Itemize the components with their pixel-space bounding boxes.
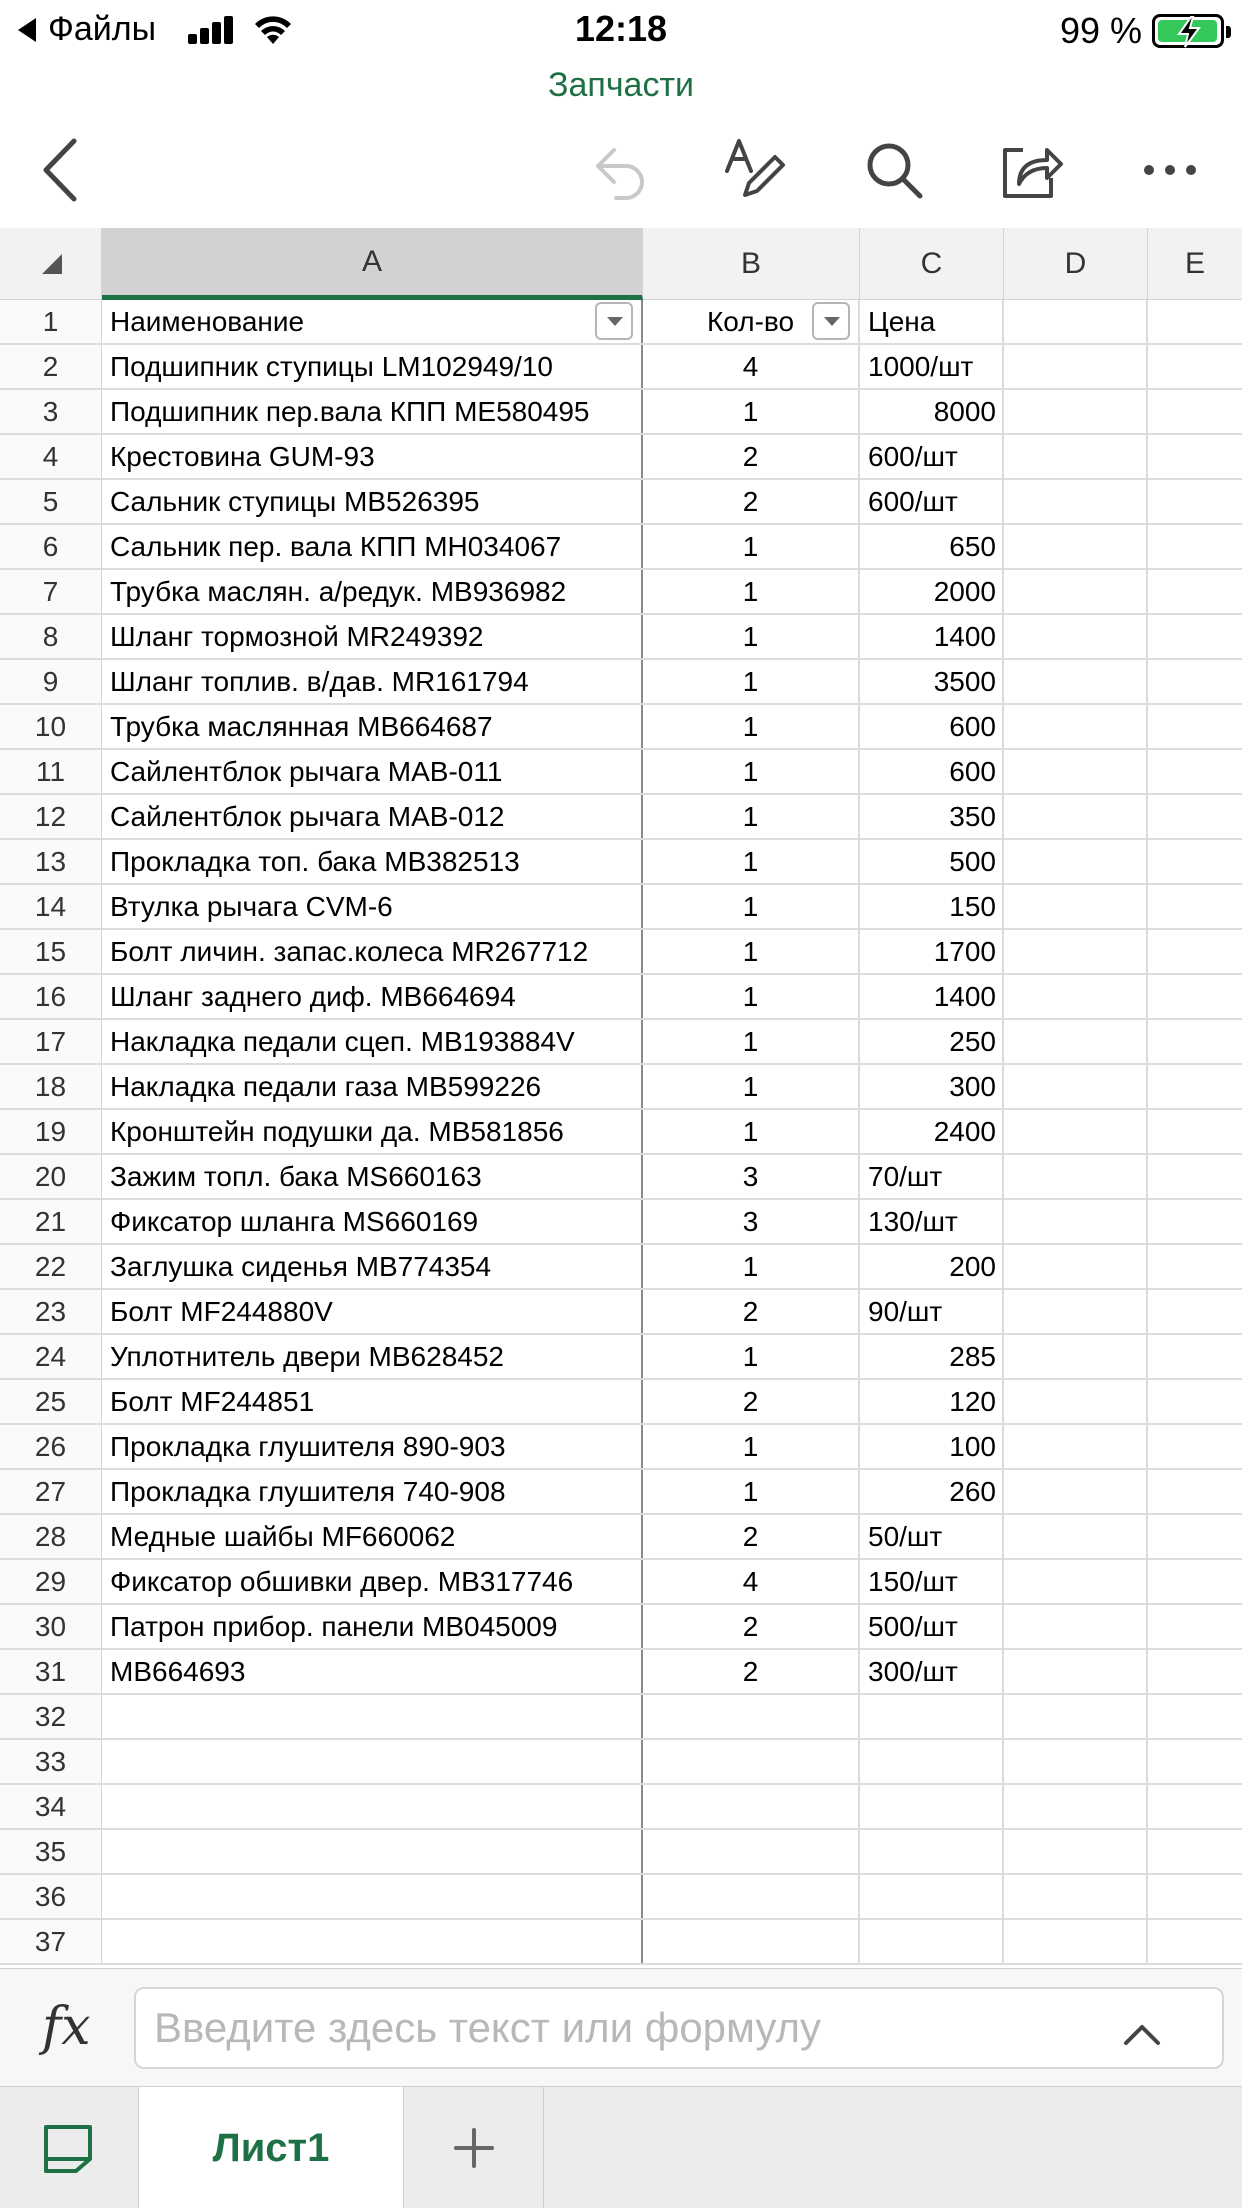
cell-d[interactable] xyxy=(1004,1335,1148,1378)
cell-c num[interactable]: 150 xyxy=(860,885,1004,928)
row-header[interactable]: 1 xyxy=(0,300,102,343)
cell-e[interactable] xyxy=(1148,300,1242,343)
cell-e[interactable] xyxy=(1148,885,1242,928)
cell-d[interactable] xyxy=(1004,1875,1148,1918)
row-header[interactable]: 6 xyxy=(0,525,102,568)
row-header[interactable]: 31 xyxy=(0,1650,102,1693)
cell-e[interactable] xyxy=(1148,1470,1242,1513)
cell-c num[interactable]: 600 xyxy=(860,750,1004,793)
cell-a[interactable] xyxy=(102,1920,643,1963)
cell-d[interactable] xyxy=(1004,345,1148,388)
cell-c[interactable]: 500/шт xyxy=(860,1605,1004,1648)
cell-b[interactable] xyxy=(643,1785,860,1828)
cell-c[interactable]: 130/шт xyxy=(860,1200,1004,1243)
undo-icon[interactable] xyxy=(578,130,658,210)
cell-c num[interactable]: 350 xyxy=(860,795,1004,838)
cell-e[interactable] xyxy=(1148,840,1242,883)
cell-a[interactable]: Трубка маслянная MB664687 xyxy=(102,705,643,748)
row-header[interactable]: 32 xyxy=(0,1695,102,1738)
cell-b[interactable] xyxy=(643,1920,860,1963)
cell-b[interactable]: 1 xyxy=(643,1245,860,1288)
cell-e[interactable] xyxy=(1148,1830,1242,1873)
column-header-a[interactable]: A xyxy=(102,228,643,300)
cell-b[interactable]: 1 xyxy=(643,975,860,1018)
draw-pen-icon[interactable] xyxy=(716,130,796,210)
table-row xyxy=(0,570,1242,615)
cell-d[interactable] xyxy=(1004,1290,1148,1333)
cell-c num[interactable]: 2000 xyxy=(860,570,1004,613)
cell-b[interactable]: 4 xyxy=(643,1560,860,1603)
document-title[interactable]: Запчасти xyxy=(547,66,695,104)
table-row xyxy=(0,1605,1242,1650)
cell-d[interactable] xyxy=(1004,1830,1148,1873)
table-row xyxy=(0,1560,1242,1605)
row-header[interactable]: 22 xyxy=(0,1245,102,1288)
cell-e[interactable] xyxy=(1148,480,1242,523)
table-row xyxy=(0,750,1242,795)
table-row xyxy=(0,930,1242,975)
cell-a[interactable]: Заглушка сиденья MB774354 xyxy=(102,1245,643,1288)
cell-c num[interactable]: 650 xyxy=(860,525,1004,568)
table-row xyxy=(0,390,1242,435)
cell-b[interactable]: 1 xyxy=(643,885,860,928)
cell-d[interactable] xyxy=(1004,1065,1148,1108)
cell-b[interactable]: 1 xyxy=(643,1470,860,1513)
table-row xyxy=(0,1290,1242,1335)
table-row xyxy=(0,1380,1242,1425)
cell-d[interactable] xyxy=(1004,1425,1148,1468)
sheet-bar xyxy=(0,2086,1242,2208)
cell-e[interactable] xyxy=(1148,1785,1242,1828)
cell-d[interactable] xyxy=(1004,1920,1148,1963)
cell-e[interactable] xyxy=(1148,795,1242,838)
cell-a[interactable]: Крестовина GUM-93 xyxy=(102,435,643,478)
row-header[interactable]: 26 xyxy=(0,1425,102,1468)
status-time: 12:18 xyxy=(574,8,668,49)
cell-c num[interactable]: 100 xyxy=(860,1425,1004,1468)
cell-a[interactable] xyxy=(102,1785,643,1828)
table-row xyxy=(0,1695,1242,1740)
cell-b[interactable]: 3 xyxy=(643,1155,860,1198)
spreadsheet-grid[interactable] xyxy=(0,228,1242,1966)
select-all-corner[interactable] xyxy=(0,228,102,300)
cell-c num[interactable]: 300 xyxy=(860,1065,1004,1108)
row-header[interactable]: 24 xyxy=(0,1335,102,1378)
row-header[interactable]: 13 xyxy=(0,840,102,883)
formula-input[interactable] xyxy=(134,1987,1224,2069)
cell-c[interactable]: 600/шт xyxy=(860,480,1004,523)
table-row xyxy=(0,300,1242,345)
cell-c[interactable]: 600/шт xyxy=(860,435,1004,478)
cell-e[interactable] xyxy=(1148,1695,1242,1738)
row-header[interactable]: 37 xyxy=(0,1920,102,1963)
table-row xyxy=(0,705,1242,750)
cell-e[interactable] xyxy=(1148,1335,1242,1378)
table-row xyxy=(0,1065,1242,1110)
cell-d[interactable] xyxy=(1004,705,1148,748)
cell-c num[interactable]: 8000 xyxy=(860,390,1004,433)
cell-a[interactable]: Патрон прибор. панели MB045009 xyxy=(102,1605,643,1648)
cell-b[interactable]: 1 xyxy=(643,615,860,658)
row-header[interactable]: 12 xyxy=(0,795,102,838)
table-row xyxy=(0,885,1242,930)
cell-e[interactable] xyxy=(1148,1200,1242,1243)
cell-d[interactable] xyxy=(1004,1155,1148,1198)
cell-d[interactable] xyxy=(1004,435,1148,478)
cell-a[interactable]: Сальник пер. вала КПП MH034067 xyxy=(102,525,643,568)
table-row xyxy=(0,480,1242,525)
cell-a[interactable]: Кронштейн подушки да. MB581856 xyxy=(102,1110,643,1153)
cell-e[interactable] xyxy=(1148,930,1242,973)
back-chevron-icon[interactable] xyxy=(20,130,100,210)
cell-b[interactable]: 1 xyxy=(643,795,860,838)
cell-e[interactable] xyxy=(1148,615,1242,658)
table-row xyxy=(0,1470,1242,1515)
cell-a[interactable]: Прокладка глушителя 890-903 xyxy=(102,1425,643,1468)
table-row xyxy=(0,1875,1242,1920)
cell-a[interactable]: Втулка рычага CVM-6 xyxy=(102,885,643,928)
cell-c[interactable]: 70/шт xyxy=(860,1155,1004,1198)
cell-a[interactable] xyxy=(102,1830,643,1873)
row-header[interactable]: 3 xyxy=(0,390,102,433)
column-header-c[interactable]: C xyxy=(860,228,1004,300)
table-row xyxy=(0,660,1242,705)
chevron-up-icon[interactable] xyxy=(1122,2023,1162,2047)
cell-b[interactable]: Кол-во xyxy=(643,300,860,343)
cell-d[interactable] xyxy=(1004,570,1148,613)
table-row xyxy=(0,975,1242,1020)
plus-icon xyxy=(452,2126,496,2170)
cell-e[interactable] xyxy=(1148,975,1242,1018)
row-header[interactable]: 18 xyxy=(0,1065,102,1108)
cell-c[interactable]: 1000/шт xyxy=(860,345,1004,388)
cell-b[interactable] xyxy=(643,1875,860,1918)
cell-a[interactable]: Фиксатор обшивки двер. MB317746 xyxy=(102,1560,643,1603)
cell-b[interactable]: 1 xyxy=(643,750,860,793)
cell-a[interactable]: Болт MF244851 xyxy=(102,1380,643,1423)
cell-b[interactable]: 1 xyxy=(643,1110,860,1153)
cell-c num[interactable]: 200 xyxy=(860,1245,1004,1288)
cell-c[interactable]: 300/шт xyxy=(860,1650,1004,1693)
cell-b[interactable]: 1 xyxy=(643,930,860,973)
filter-dropdown-icon[interactable] xyxy=(595,302,633,340)
cell-c[interactable] xyxy=(860,1830,1004,1873)
cell-e[interactable] xyxy=(1148,1110,1242,1153)
cell-b[interactable]: 2 xyxy=(643,1515,860,1558)
cell-b[interactable]: 3 xyxy=(643,1200,860,1243)
cell-e[interactable] xyxy=(1148,1290,1242,1333)
cell-c[interactable]: Цена xyxy=(860,300,1004,343)
select-all-icon xyxy=(42,254,62,274)
cell-c num[interactable]: 1700 xyxy=(860,930,1004,973)
row-header[interactable]: 28 xyxy=(0,1515,102,1558)
search-icon[interactable] xyxy=(854,130,934,210)
row-header[interactable]: 15 xyxy=(0,930,102,973)
table-row xyxy=(0,1200,1242,1245)
cell-e[interactable] xyxy=(1148,390,1242,433)
cell-d[interactable] xyxy=(1004,795,1148,838)
cell-a[interactable]: Наименование xyxy=(102,300,643,343)
fx-icon[interactable]: fx xyxy=(42,1997,91,2057)
battery-icon xyxy=(1152,14,1224,48)
row-header[interactable]: 23 xyxy=(0,1290,102,1333)
formula-placeholder: Введите здесь текст или формулу xyxy=(154,2004,821,2051)
row-header[interactable]: 20 xyxy=(0,1155,102,1198)
table-row xyxy=(0,1830,1242,1875)
row-header[interactable]: 21 xyxy=(0,1200,102,1243)
row-header[interactable]: 11 xyxy=(0,750,102,793)
row-header[interactable]: 16 xyxy=(0,975,102,1018)
table-row xyxy=(0,1155,1242,1200)
cell-e[interactable] xyxy=(1148,570,1242,613)
row-header[interactable]: 30 xyxy=(0,1605,102,1648)
row-header[interactable]: 19 xyxy=(0,1110,102,1153)
cell-d[interactable] xyxy=(1004,1245,1148,1288)
cell-a[interactable]: Трубка маслян. а/редук. MB936982 xyxy=(102,570,643,613)
cell-e[interactable] xyxy=(1148,1560,1242,1603)
cell-e[interactable] xyxy=(1148,1425,1242,1468)
row-header[interactable]: 33 xyxy=(0,1740,102,1783)
cell-d[interactable] xyxy=(1004,660,1148,703)
cell-b[interactable]: 2 xyxy=(643,1380,860,1423)
cell-c num[interactable]: 3500 xyxy=(860,660,1004,703)
cell-a[interactable]: Прокладка глушителя 740-908 xyxy=(102,1470,643,1513)
cell-a[interactable]: Шланг топлив. в/дав. MR161794 xyxy=(102,660,643,703)
cell-a[interactable]: Медные шайбы MF660062 xyxy=(102,1515,643,1558)
cell-e[interactable] xyxy=(1148,525,1242,568)
column-header-b[interactable]: B xyxy=(643,228,860,300)
cell-e[interactable] xyxy=(1148,1155,1242,1198)
cell-a[interactable]: Шланг заднего диф. MB664694 xyxy=(102,975,643,1018)
cell-d[interactable] xyxy=(1004,930,1148,973)
cell-b[interactable]: 2 xyxy=(643,480,860,523)
cell-a[interactable]: Сайлентблок рычага MAB-011 xyxy=(102,750,643,793)
cell-d[interactable] xyxy=(1004,750,1148,793)
back-app-label: Файлы xyxy=(48,10,157,48)
cell-b[interactable]: 4 xyxy=(643,345,860,388)
table-row xyxy=(0,1785,1242,1830)
cell-a[interactable]: Уплотнитель двери MB628452 xyxy=(102,1335,643,1378)
cell-e[interactable] xyxy=(1148,705,1242,748)
cell-a[interactable]: Прокладка топ. бака MB382513 xyxy=(102,840,643,883)
cell-d[interactable] xyxy=(1004,1020,1148,1063)
cell-e[interactable] xyxy=(1148,1875,1242,1918)
cell-b[interactable]: 2 xyxy=(643,435,860,478)
toolbar xyxy=(0,120,1242,220)
cell-c num[interactable]: 600 xyxy=(860,705,1004,748)
cell-e[interactable] xyxy=(1148,750,1242,793)
cell-b[interactable]: 2 xyxy=(643,1605,860,1648)
cell-c[interactable]: 90/шт xyxy=(860,1290,1004,1333)
row-header[interactable]: 17 xyxy=(0,1020,102,1063)
table-row xyxy=(0,1245,1242,1290)
cell-e[interactable] xyxy=(1148,1650,1242,1693)
cell-e[interactable] xyxy=(1148,1020,1242,1063)
cell-c num[interactable]: 500 xyxy=(860,840,1004,883)
cell-d[interactable] xyxy=(1004,1470,1148,1513)
table-row xyxy=(0,525,1242,570)
cell-b[interactable]: 2 xyxy=(643,1290,860,1333)
cell-d[interactable] xyxy=(1004,300,1148,343)
table-row xyxy=(0,1020,1242,1065)
cell-a[interactable] xyxy=(102,1695,643,1738)
cell-e[interactable] xyxy=(1148,1605,1242,1648)
cell-d[interactable] xyxy=(1004,1695,1148,1738)
table-row xyxy=(0,1740,1242,1785)
cell-d[interactable] xyxy=(1004,525,1148,568)
cell-c num[interactable]: 250 xyxy=(860,1020,1004,1063)
cell-c num[interactable]: 2400 xyxy=(860,1110,1004,1153)
cell-d[interactable] xyxy=(1004,975,1148,1018)
filter-dropdown-icon[interactable] xyxy=(812,302,850,340)
cell-d[interactable] xyxy=(1004,1785,1148,1828)
cell-e[interactable] xyxy=(1148,345,1242,388)
cell-e[interactable] xyxy=(1148,1245,1242,1288)
row-header[interactable]: 4 xyxy=(0,435,102,478)
row-header[interactable]: 35 xyxy=(0,1830,102,1873)
battery-percent: 99 % xyxy=(1059,10,1142,51)
table-row xyxy=(0,1650,1242,1695)
row-header[interactable]: 36 xyxy=(0,1875,102,1918)
cell-b[interactable]: 1 xyxy=(643,525,860,568)
cell-b[interactable]: 1 xyxy=(643,660,860,703)
share-icon[interactable] xyxy=(992,130,1072,210)
cell-c[interactable]: 150/шт xyxy=(860,1560,1004,1603)
row-header[interactable]: 27 xyxy=(0,1470,102,1513)
cell-d[interactable] xyxy=(1004,1200,1148,1243)
cell-d[interactable] xyxy=(1004,1650,1148,1693)
cell-a[interactable]: Сайлентблок рычага MAB-012 xyxy=(102,795,643,838)
cell-b[interactable]: 1 xyxy=(643,1335,860,1378)
cell-c[interactable] xyxy=(860,1785,1004,1828)
cell-c num[interactable]: 1400 xyxy=(860,615,1004,658)
table-row xyxy=(0,1515,1242,1560)
cell-c num[interactable]: 260 xyxy=(860,1470,1004,1513)
cell-a[interactable]: Зажим топл. бака MS660163 xyxy=(102,1155,643,1198)
cell-b[interactable]: 1 xyxy=(643,390,860,433)
row-header[interactable]: 7 xyxy=(0,570,102,613)
row-header[interactable]: 8 xyxy=(0,615,102,658)
cell-e[interactable] xyxy=(1148,660,1242,703)
row-header[interactable]: 34 xyxy=(0,1785,102,1828)
row-header[interactable]: 29 xyxy=(0,1560,102,1603)
cell-d[interactable] xyxy=(1004,840,1148,883)
row-header[interactable]: 14 xyxy=(0,885,102,928)
cell-a[interactable]: Подшипник пер.вала КПП ME580495 xyxy=(102,390,643,433)
cell-e[interactable] xyxy=(1148,1740,1242,1783)
add-sheet-button[interactable] xyxy=(404,2087,544,2208)
cell-a[interactable]: Подшипник ступицы LM102949/10 xyxy=(102,345,643,388)
cell-a[interactable] xyxy=(102,1740,643,1783)
table-row xyxy=(0,840,1242,885)
cell-c[interactable]: 50/шт xyxy=(860,1515,1004,1558)
table-row xyxy=(0,1920,1242,1965)
cell-b[interactable]: 1 xyxy=(643,1065,860,1108)
row-header[interactable]: 9 xyxy=(0,660,102,703)
table-row xyxy=(0,615,1242,660)
cell-e[interactable] xyxy=(1148,1065,1242,1108)
formula-bar xyxy=(0,1968,1242,2086)
cell-d[interactable] xyxy=(1004,1605,1148,1648)
table-row xyxy=(0,345,1242,390)
cell-d[interactable] xyxy=(1004,480,1148,523)
cell-c num[interactable]: 120 xyxy=(860,1380,1004,1423)
cell-d[interactable] xyxy=(1004,615,1148,658)
cell-b[interactable] xyxy=(643,1830,860,1873)
cell-d[interactable] xyxy=(1004,1110,1148,1153)
cell-d[interactable] xyxy=(1004,1740,1148,1783)
cell-c[interactable] xyxy=(860,1920,1004,1963)
cell-b[interactable]: 1 xyxy=(643,705,860,748)
table-row xyxy=(0,435,1242,480)
cell-b[interactable] xyxy=(643,1740,860,1783)
column-header-d[interactable]: D xyxy=(1004,228,1148,300)
cell-a[interactable] xyxy=(102,1875,643,1918)
cell-b[interactable]: 2 xyxy=(643,1650,860,1693)
cell-e[interactable] xyxy=(1148,1515,1242,1558)
cell-b[interactable] xyxy=(643,1695,860,1738)
cell-b[interactable]: 1 xyxy=(643,1020,860,1063)
cell-d[interactable] xyxy=(1004,1380,1148,1423)
cell-a[interactable]: Фиксатор шланга MS660169 xyxy=(102,1200,643,1243)
cell-e[interactable] xyxy=(1148,435,1242,478)
row-header[interactable]: 10 xyxy=(0,705,102,748)
table-row xyxy=(0,1110,1242,1155)
cell-a[interactable]: Шланг тормозной MR249392 xyxy=(102,615,643,658)
cell-b[interactable]: 1 xyxy=(643,840,860,883)
cell-b[interactable]: 1 xyxy=(643,1425,860,1468)
cell-a[interactable]: Накладка педали газа MB599226 xyxy=(102,1065,643,1108)
cell-b[interactable]: 1 xyxy=(643,570,860,613)
table-row xyxy=(0,1425,1242,1470)
cell-e[interactable] xyxy=(1148,1920,1242,1963)
sheets-list-icon[interactable] xyxy=(40,2123,96,2175)
row-header[interactable]: 25 xyxy=(0,1380,102,1423)
cell-d[interactable] xyxy=(1004,1515,1148,1558)
column-header-e[interactable]: E xyxy=(1184,247,1205,280)
cell-a[interactable]: MB664693 xyxy=(102,1650,643,1693)
cell-d[interactable] xyxy=(1004,885,1148,928)
cell-a[interactable]: Болт личин. запас.колеса MR267712 xyxy=(102,930,643,973)
more-icon[interactable] xyxy=(1130,130,1210,210)
row-header[interactable]: 5 xyxy=(0,480,102,523)
cell-c[interactable] xyxy=(860,1740,1004,1783)
row-header[interactable]: 2 xyxy=(0,345,102,388)
cell-c num[interactable]: 1400 xyxy=(860,975,1004,1018)
cell-a[interactable]: Болт MF244880V xyxy=(102,1290,643,1333)
table-row xyxy=(0,795,1242,840)
cell-c[interactable] xyxy=(860,1695,1004,1738)
cell-e[interactable] xyxy=(1148,1380,1242,1423)
sheet-tab-1[interactable]: Лист1 xyxy=(138,2087,404,2208)
cell-c num[interactable]: 285 xyxy=(860,1335,1004,1378)
status-bar xyxy=(0,0,1242,62)
cell-d[interactable] xyxy=(1004,390,1148,433)
cell-a[interactable]: Накладка педали сцеп. MB193884V xyxy=(102,1020,643,1063)
cell-a[interactable]: Сальник ступицы MB526395 xyxy=(102,480,643,523)
table-row xyxy=(0,1335,1242,1380)
charging-bolt-icon xyxy=(1175,16,1203,48)
cell-d[interactable] xyxy=(1004,1560,1148,1603)
cell-c[interactable] xyxy=(860,1875,1004,1918)
column-header-row xyxy=(0,228,1242,300)
